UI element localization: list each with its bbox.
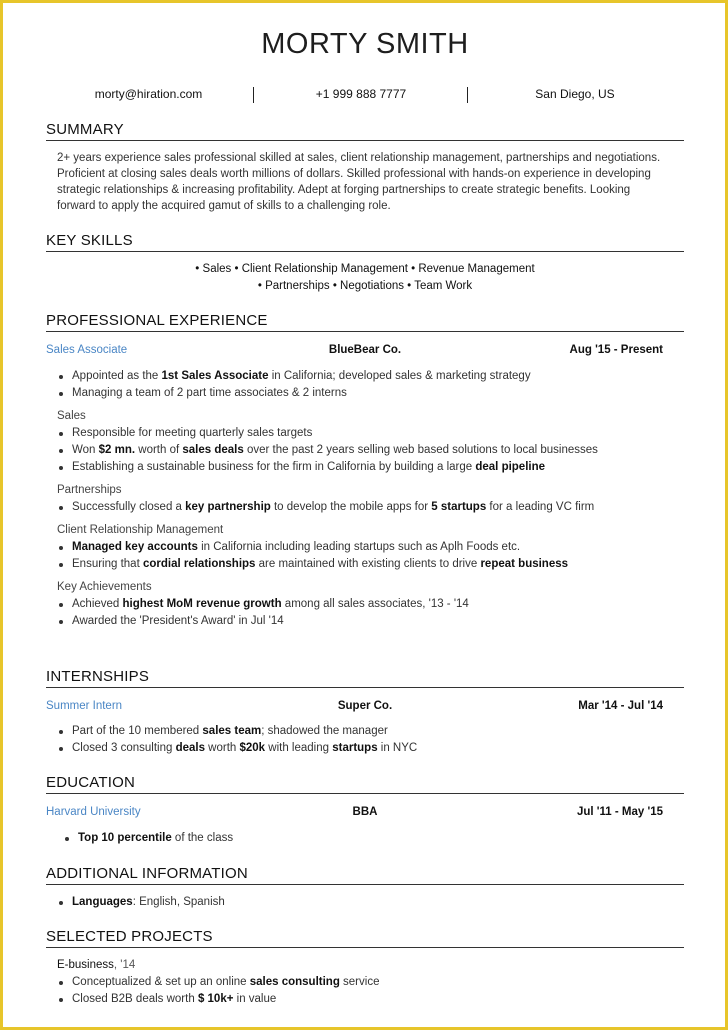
internships-section xyxy=(46,667,684,757)
text-run: in California; developed sales & marketing strategy xyxy=(268,370,531,382)
bold-text: 5 startups xyxy=(431,501,487,513)
summary-line: strategic relationships & increasing profitability. Adept at forging partnerships to create strategic benefits. Looking xyxy=(57,184,631,196)
bold-text: $20k xyxy=(239,742,266,754)
internship-header xyxy=(46,700,684,716)
text-run: Appointed as the xyxy=(72,370,162,382)
education-header xyxy=(46,806,684,822)
education-dates: Jul '11 - May '15 xyxy=(576,806,663,818)
text-run: among all sales associates, '13 - '14 xyxy=(281,598,469,610)
section-rule xyxy=(46,251,684,252)
bold-text: startups xyxy=(332,742,378,754)
bold-text: Managed key accounts xyxy=(72,541,198,553)
internship-role: Summer Intern xyxy=(46,700,123,712)
bullet-item xyxy=(46,499,684,516)
bullet-item xyxy=(46,723,684,740)
bold-text: sales deals xyxy=(182,444,244,456)
summary-section xyxy=(46,120,684,214)
section-rule xyxy=(46,884,684,885)
section-rule xyxy=(46,947,684,948)
bullet-item xyxy=(46,442,684,459)
bold-text: $ 10k+ xyxy=(197,993,234,1005)
bullet-list xyxy=(46,596,684,630)
text-run: in California including leading startups such as Aplh Foods etc. xyxy=(197,541,521,553)
bold-text: highest MoM revenue growth xyxy=(122,598,282,610)
location-text: San Diego, US xyxy=(535,87,615,101)
project-bullets xyxy=(46,974,684,1008)
text-run: Managing a team of 2 part time associates & 2 interns xyxy=(72,387,347,399)
bold-text: $2 mn. xyxy=(98,444,136,456)
internship-bullets xyxy=(46,723,684,757)
email-text: morty@hiration.com xyxy=(94,87,203,101)
bold-text: Languages xyxy=(72,896,133,908)
additional-section xyxy=(46,864,684,911)
skills-section xyxy=(46,231,684,295)
bold-text: deal pipeline xyxy=(475,461,546,473)
text-run: Part of the 10 membered xyxy=(72,725,203,737)
subsection-heading: Client Relationship Management xyxy=(57,524,224,536)
section-title: INTERNSHIPS xyxy=(46,668,150,685)
experience-section xyxy=(46,311,684,630)
summary-line: forward to apply the acquired gamut of skills to a challenging role. xyxy=(57,200,391,212)
phone-text: +1 999 888 7777 xyxy=(315,87,407,101)
job-company: BlueBear Co. xyxy=(328,344,402,356)
text-run: Successfully closed a xyxy=(72,501,186,513)
bullet-item xyxy=(52,830,684,847)
bullet-item xyxy=(46,613,684,630)
bold-text: Top 10 percentile xyxy=(78,832,172,844)
bold-text: sales team xyxy=(202,725,262,737)
internship-company: Super Co. xyxy=(337,700,393,712)
bullet-item xyxy=(46,556,684,573)
contact-divider xyxy=(253,87,254,103)
bold-text: deals xyxy=(175,742,205,754)
section-title: SELECTED PROJECTS xyxy=(46,928,213,945)
subsection-heading: Partnerships xyxy=(57,484,122,496)
bullet-item xyxy=(46,385,684,402)
project-name: E-business xyxy=(57,959,114,971)
bullet-item xyxy=(46,459,684,476)
text-run: service xyxy=(339,976,380,988)
bullet-item xyxy=(46,740,684,757)
text-run: : English, Spanish xyxy=(132,896,225,908)
internship-dates: Mar '14 - Jul '14 xyxy=(578,700,663,712)
text-run: Awarded the 'President's Award' in Jul '14 xyxy=(72,615,284,627)
job-dates: Aug '15 - Present xyxy=(569,344,663,356)
skills-line: • Sales • Client Relationship Management • Revenue Management xyxy=(195,263,535,275)
school-name: Harvard University xyxy=(46,806,141,818)
experience-groups xyxy=(46,368,684,630)
bullet-list xyxy=(46,425,684,476)
bullet-item xyxy=(46,991,684,1008)
job-header xyxy=(46,344,684,360)
summary-line: 2+ years experience sales professional skilled at sales, client relationship management, partnerships and negotiations. xyxy=(57,152,661,164)
section-title: ADDITIONAL INFORMATION xyxy=(46,865,248,882)
bold-text: repeat business xyxy=(480,558,569,570)
bold-text: 1st Sales Associate xyxy=(161,370,269,382)
bullet-list xyxy=(46,368,684,402)
bullet-item xyxy=(46,539,684,556)
section-title: SUMMARY xyxy=(46,121,124,138)
bullet-item xyxy=(46,425,684,442)
text-run: Closed B2B deals worth xyxy=(72,993,198,1005)
text-run: worth of xyxy=(135,444,183,456)
text-run: Establishing a sustainable business for the firm in California by building a large xyxy=(72,461,476,473)
text-run: Ensuring that xyxy=(72,558,143,570)
summary-line: Proficient at closing sales deals worth millions of dollars. Skilled professional with hands-on experience in developing xyxy=(57,168,651,180)
section-title: KEY SKILLS xyxy=(46,232,133,249)
contact-divider xyxy=(467,87,468,103)
section-rule xyxy=(46,687,684,688)
contact-row xyxy=(46,87,684,107)
text-run: in NYC xyxy=(377,742,418,754)
education-section xyxy=(46,773,684,847)
text-run: Achieved xyxy=(72,598,123,610)
section-rule xyxy=(46,793,684,794)
text-run: with leading xyxy=(265,742,333,754)
bullet-item xyxy=(46,368,684,385)
text-run: for a leading VC firm xyxy=(486,501,595,513)
skills-line: • Partnerships • Negotiations • Team Work xyxy=(257,280,473,292)
bullet-list xyxy=(46,499,684,516)
project-title xyxy=(46,957,684,974)
text-run: over the past 2 years selling web based solutions to local businesses xyxy=(243,444,598,456)
text-run: Conceptualized & set up an online xyxy=(72,976,250,988)
project-year: , '14 xyxy=(113,959,136,971)
bold-text: cordial relationships xyxy=(142,558,256,570)
subsection-heading: Sales xyxy=(57,410,86,422)
education-bullets xyxy=(46,830,684,847)
projects-section xyxy=(46,927,684,1008)
summary-text xyxy=(46,150,684,214)
section-title: PROFESSIONAL EXPERIENCE xyxy=(46,312,268,329)
text-run: to develop the mobile apps for xyxy=(270,501,432,513)
section-title: EDUCATION xyxy=(46,774,136,791)
text-run: in value xyxy=(233,993,277,1005)
section-rule xyxy=(46,331,684,332)
bullet-list xyxy=(46,539,684,573)
bullet-item xyxy=(46,596,684,613)
text-run: of the class xyxy=(171,832,234,844)
skills-list xyxy=(46,261,684,295)
job-role: Sales Associate xyxy=(46,344,128,356)
text-run: Responsible for meeting quarterly sales targets xyxy=(72,427,313,439)
candidate-name: MORTY SMITH xyxy=(261,28,469,60)
additional-bullets xyxy=(46,894,684,911)
degree: BBA xyxy=(352,806,378,818)
section-rule xyxy=(46,140,684,141)
text-run: worth xyxy=(204,742,240,754)
text-run: ; shadowed the manager xyxy=(261,725,388,737)
bullet-item xyxy=(46,894,684,911)
bold-text: key partnership xyxy=(185,501,271,513)
text-run: Closed 3 consulting xyxy=(72,742,176,754)
bold-text: sales consulting xyxy=(249,976,340,988)
text-run: Won xyxy=(72,444,99,456)
text-run: are maintained with existing clients to drive xyxy=(255,558,481,570)
bullet-item xyxy=(46,974,684,991)
subsection-heading: Key Achievements xyxy=(57,581,152,593)
